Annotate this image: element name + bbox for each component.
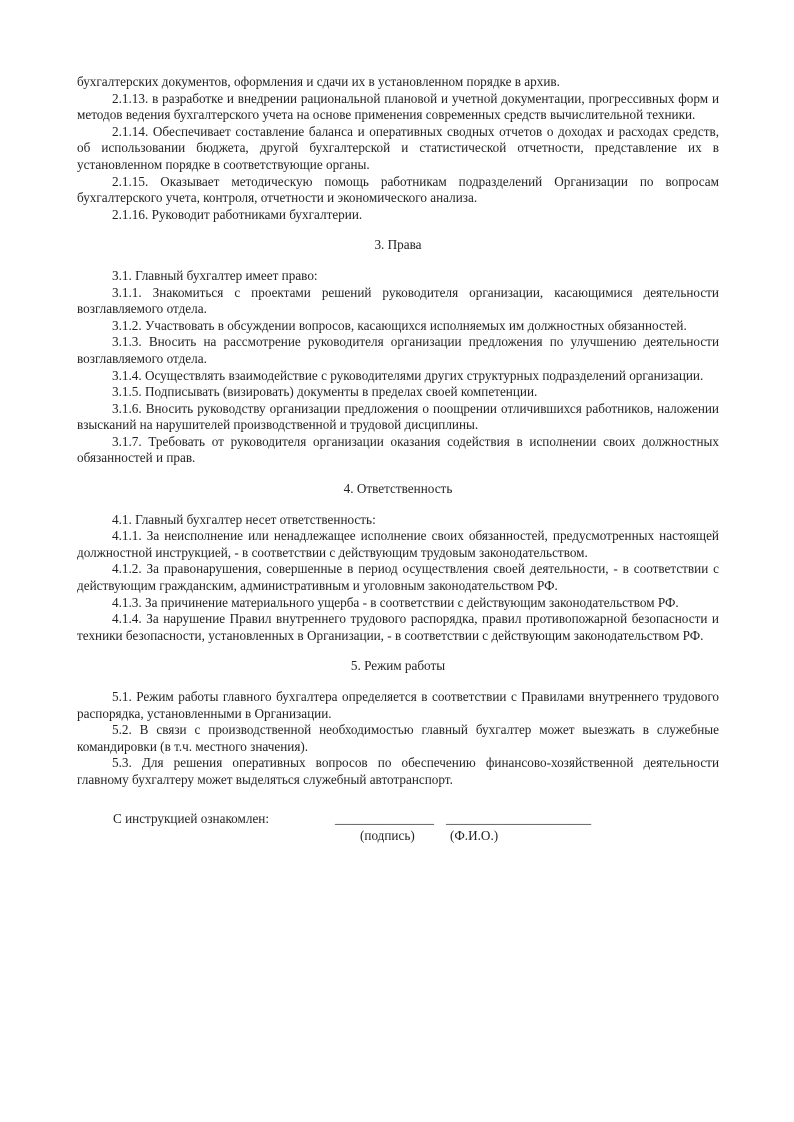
paragraph-3-1-2: 3.1.2. Участвовать в обсуждении вопросов, касающихся исполняемых им должностных обязанностей. bbox=[112, 317, 687, 333]
signature-label: С инструкцией ознакомлен: bbox=[113, 810, 270, 826]
paragraph-3-1: 3.1. Главный бухгалтер имеет право: bbox=[112, 267, 318, 283]
paragraph-4-1-3: 4.1.3. За причинение материального ущерба - в соответствии с действующим законодательством РФ. bbox=[112, 594, 679, 610]
section-heading-rights: 3. Права bbox=[374, 237, 422, 253]
paragraph-4-1: 4.1. Главный бухгалтер несет ответственность: bbox=[112, 511, 376, 527]
paragraph-3-1-1: 3.1.1. Знакомиться с проектами решений руководителя организации, касающимися деятельности возглавляемого отдела. bbox=[77, 284, 719, 317]
paragraph-5-2: 5.2. В связи с производственной необходимостью главный бухгалтер может выезжать в служебные командировки (в т.ч. местного значения). bbox=[77, 722, 719, 754]
paragraph-3-1-6: 3.1.6. Вносить руководству организации предложения о поощрении отличившихся работников, наложении взысканий на нарушителей производственной и трудовой дисциплины. bbox=[77, 400, 719, 433]
name-caption: (Ф.И.О.) bbox=[450, 827, 499, 843]
paragraph-4-1-1: 4.1.1. За неисполнение или ненадлежащее исполнение своих обязанностей, предусмотренных настоящей должностной инструкцией, - в соответствии с действующим трудовым законодательством. bbox=[77, 528, 719, 560]
paragraph-3-1-5: 3.1.5. Подписывать (визировать) документы в пределах своей компетенции. bbox=[112, 384, 538, 400]
paragraph-3-1-4: 3.1.4. Осуществлять взаимодействие с руководителями других структурных подразделений организации. bbox=[112, 367, 704, 383]
name-line: ______________________ bbox=[446, 810, 592, 826]
paragraph-2-1-13: 2.1.13. в разработке и внедрении рациональной плановой и учетной документации, прогрессивных форм и методов ведения бухгалтерского учета на основе применения современных средств вычислительной техники. bbox=[77, 90, 719, 123]
paragraph-2-1-16: 2.1.16. Руководит работниками бухгалтерии. bbox=[112, 206, 363, 222]
paragraph-2-1-15: 2.1.15. Оказывает методическую помощь работникам подразделений Организации по вопросам бухгалтерского учета, контроля, отчетности и экономического анализа. bbox=[77, 173, 719, 206]
paragraph-intro: бухгалтерских документов, оформления и сдачи их в установленном порядке в архив. bbox=[77, 74, 560, 89]
signature-caption: (подпись) bbox=[360, 827, 415, 843]
section-heading-work-mode: 5. Режим работы bbox=[350, 658, 446, 674]
paragraph-4-1-4: 4.1.4. За нарушение Правил внутреннего трудового распорядка, правил противопожарной безопасности и техники безопасности, установленных в Организации, - в соответствии с действующим законодательством РФ. bbox=[77, 611, 719, 643]
signature-line: _______________ bbox=[335, 810, 434, 826]
paragraph-5-1: 5.1. Режим работы главного бухгалтера определяется в соответствии с Правилами внутреннего трудового распорядка, установленными в Организации. bbox=[77, 689, 719, 721]
paragraph-3-1-3: 3.1.3. Вносить на рассмотрение руководителя организации предложения по улучшению деятельности возглавляемого отдела. bbox=[77, 334, 719, 366]
document-page bbox=[77, 74, 719, 851]
section-heading-responsibility: 4. Ответственность bbox=[343, 481, 453, 497]
paragraph-3-1-7: 3.1.7. Требовать от руководителя организации оказания содействия в исполнении своих должностных обязанностей и прав. bbox=[77, 433, 719, 466]
signature-block bbox=[77, 811, 719, 851]
paragraph-4-1-2: 4.1.2. За правонарушения, совершенные в период осуществления своей деятельности, - в соответствии с действующим гражданским, административным и уголовным законодательством РФ. bbox=[77, 561, 719, 594]
paragraph-2-1-14: 2.1.14. Обеспечивает составление баланса и оперативных сводных отчетов о доходах и расходах средств, об использовании бюджета, другой бухгалтерской и статистической отчетности, представление их в установленном порядке в соответствующие органы. bbox=[77, 123, 719, 172]
paragraph-5-3: 5.3. Для решения оперативных вопросов по обеспечению финансово-хозяйственной деятельности главному бухгалтеру может выделяться служебный автотранспорт. bbox=[77, 755, 719, 787]
